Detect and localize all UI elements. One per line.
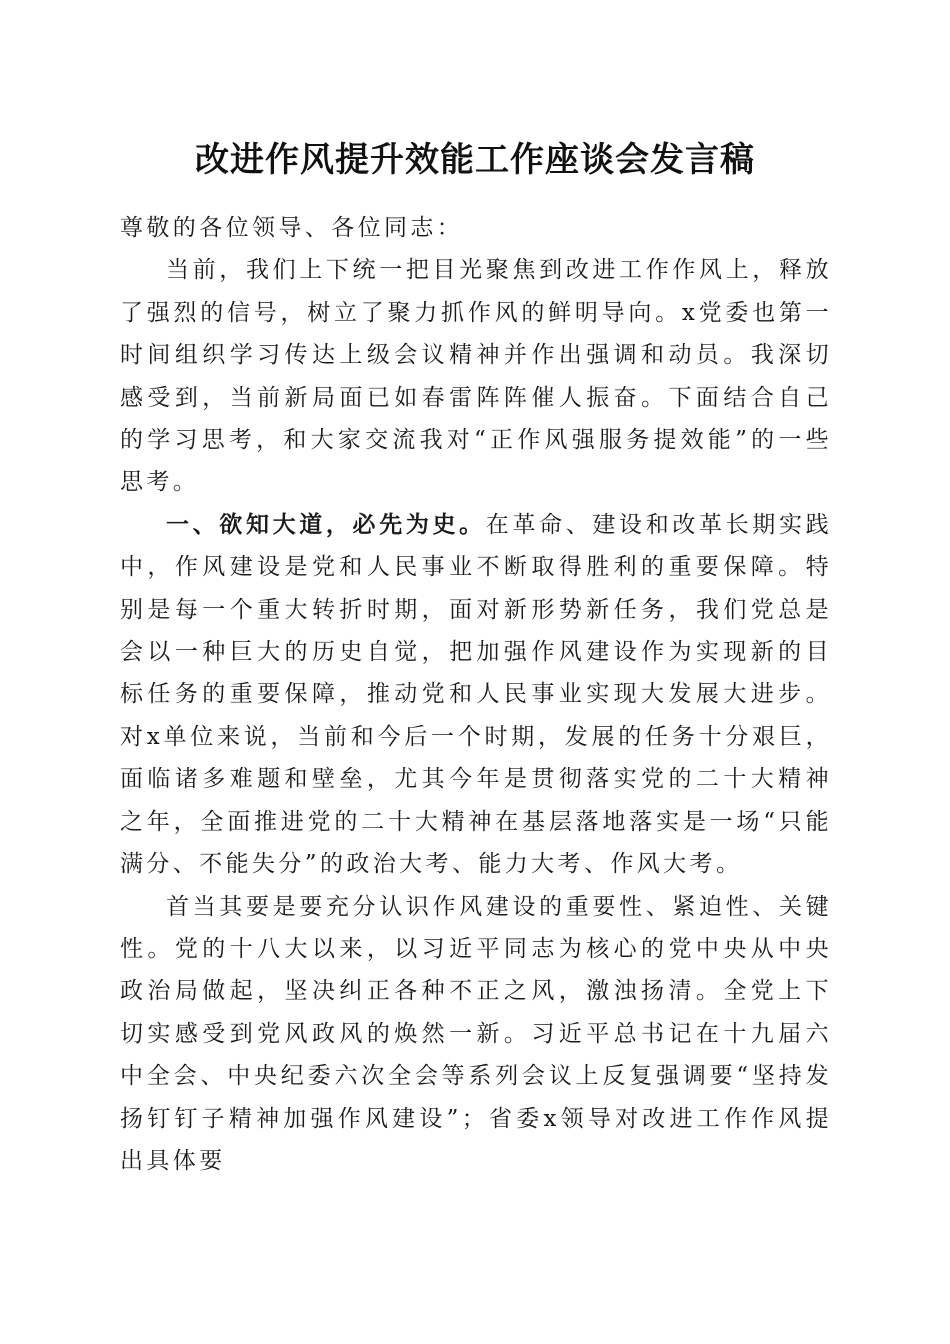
paragraph-1-text: 当前，我们上下统一把目光聚焦到改进工作作风上，释放了强烈的信号，树立了聚力抓作风的鲜明导向。x党委也第一时间组织学习传达上级会议精神并作出强调和动员。我深切感受到，当前新局面已如春雷阵阵催人振奋。下面结合自己的学习思考，和大家交流我对“正作风强服务提效能”的一些思考。	[120, 257, 832, 496]
paragraph-2	[120, 504, 832, 886]
salutation: 尊敬的各位领导、各位同志：	[120, 215, 464, 241]
paragraph-3	[120, 886, 832, 1183]
paragraph-1	[120, 249, 832, 503]
document-body	[120, 207, 832, 1182]
section-heading-1: 一、欲知大道，必先为史。	[166, 510, 486, 538]
paragraph-3-text: 首当其要是要充分认识作风建设的重要性、紧迫性、关键性。党的十八大以来，以习近平同志为核心的党中央从中央政治局做起，坚决纠正各种不正之风，激浊扬清。全党上下切实感受到党风政风的焕然一新。习近平总书记在十九届六中全会、中央纪委六次全会等系列会议上反复强调要“坚持发扬钉钉子精神加强作风建设”；省委x领导对改进工作作风提出具体要	[120, 893, 832, 1174]
document-title: 改进作风提升效能工作座谈会发言稿	[195, 140, 755, 180]
paragraph-2-text: 在革命、建设和改革长期实践中，作风建设是党和人民事业不断取得胜利的重要保障。特别是每一个重大转折时期，面对新形势新任务，我们党总是会以一种巨大的历史自觉，把加强作风建设作为实现新的目标任务的重要保障，推动党和人民事业实现大发展大进步。对x单位来说，当前和今后一个时期，发展的任务十分艰巨，面临诸多难题和壁垒，尤其今年是贯彻落实党的二十大精神之年，全面推进党的二十大精神在基层落地落实是一场“只能满分、不能失分”的政治大考、能力大考、作风大考。	[120, 511, 832, 878]
